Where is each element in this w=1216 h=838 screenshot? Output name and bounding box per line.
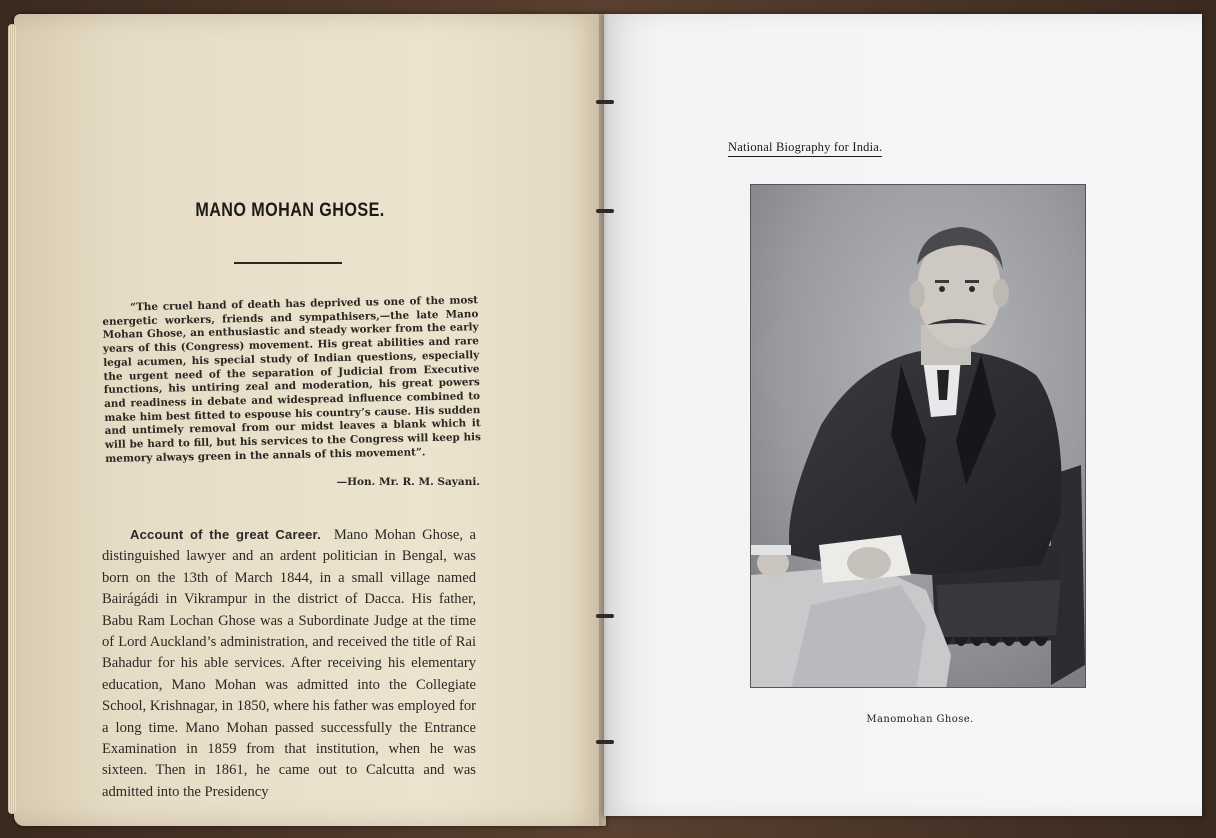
binding-stitch <box>596 740 614 744</box>
binding-stitch <box>596 209 614 213</box>
body-paragraph <box>102 524 476 803</box>
book-gutter <box>599 14 609 826</box>
portrait-photo <box>750 184 1086 688</box>
body-text: Mano Mohan Ghose, a distinguished lawyer and an ardent politician in Bengal, was born on the 13th of March 1844, in a small village named Bairágádi in Vikrampur in the district of Dacca. His father, Babu Ram Lochan Ghose was a Subordinate Judge at the time of Lord Auckland’s administration, and received the title of Rai Bahadur for his able services. After receiving his elementary education, Mano Mohan was admitted into the Collegiate School, Krishnagar, in 1850, where his father was employed for a long time. Mano Mohan passed successfully the Entrance Examination in 1859 from that institution, when he was sixteen. Then in 1861, he came out to Calcutta and was admitted into the Presidency <box>102 527 476 800</box>
epigraph-quote: “The cruel hand of death has deprived us one of the most energetic workers, friends and sympathisers,—the late Mano Mohan Ghose, an enthusiastic and steady worker from the early years of this (Congress) movement. His great abilities and rare legal acumen, his special study of Indian questions, especially the urgent need of the separation of Judicial from Executive functions, his untiring zeal and moderation, his great powers and readiness in debate and widespread influence combined to make him best fitted to espouse his country’s cause. His sudden and untimely removal from our midst leaves a blank which it will be hard to fill, but his services to the Congress will keep his memory always green in the annals of this movement”. <box>102 294 482 465</box>
section-heading: Account of the great Career. <box>130 527 321 542</box>
portrait-caption: Manomohan Ghose. <box>866 714 974 725</box>
page-edges <box>8 24 16 814</box>
title-divider <box>234 262 342 264</box>
binding-stitch <box>596 100 614 104</box>
series-title: National Biography for India. <box>728 140 882 157</box>
portrait-illustration <box>751 185 1086 688</box>
binding-stitch <box>596 614 614 618</box>
chapter-title: MANO MOHAN GHOSE. <box>195 200 385 221</box>
quote-attribution: —Hon. Mr. R. M. Sayani. <box>336 476 480 488</box>
